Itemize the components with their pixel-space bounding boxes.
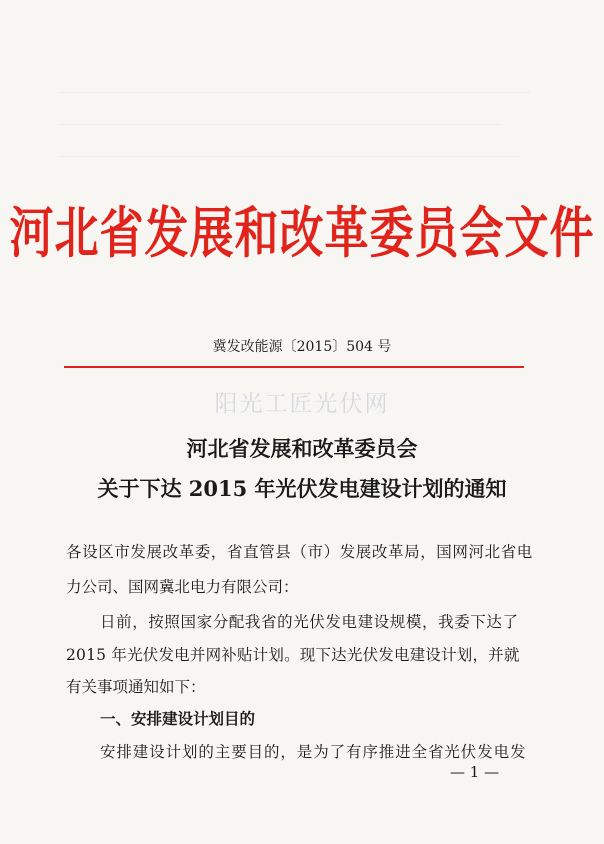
faint-bleed-line [60, 124, 500, 125]
body-paragraph-1-line-2: 2015 年光伏发电并网补贴计划。现下达光伏发电建设计划，并就 [66, 646, 520, 664]
addressee-line-1: 各设区市发展改革委，省直管县（市）发展改革局，国网河北省电 [66, 543, 533, 561]
addressee-line-2: 力公司、国网冀北电力有限公司： [66, 578, 299, 596]
body-paragraph-1-line-1: 日前，按照国家分配我省的光伏发电建设规模，我委下达了 [100, 613, 519, 631]
document-number: 冀发改能源〔2015〕504 号 [212, 339, 392, 355]
section-1-heading: 一、安排建设计划目的 [100, 710, 256, 728]
red-separator-rule [64, 366, 524, 368]
faint-bleed-line [60, 92, 530, 93]
watermark-text: 阳光工匠光伏网 [214, 391, 390, 417]
faint-bleed-line [60, 156, 520, 157]
section-1-line-1: 安排建设计划的主要目的，是为了有序推进全省光伏发电发 [100, 743, 527, 761]
notice-title-line-1: 河北省发展和改革委员会 [186, 436, 418, 461]
page-number: — 1 — [450, 763, 500, 781]
notice-title-line-2: 关于下达 2015 年光伏发电建设计划的通知 [97, 476, 507, 501]
document-header-title: 河北省发展和改革委员会文件 [9, 201, 595, 266]
body-paragraph-1-line-3: 有关事项通知如下： [66, 678, 206, 696]
